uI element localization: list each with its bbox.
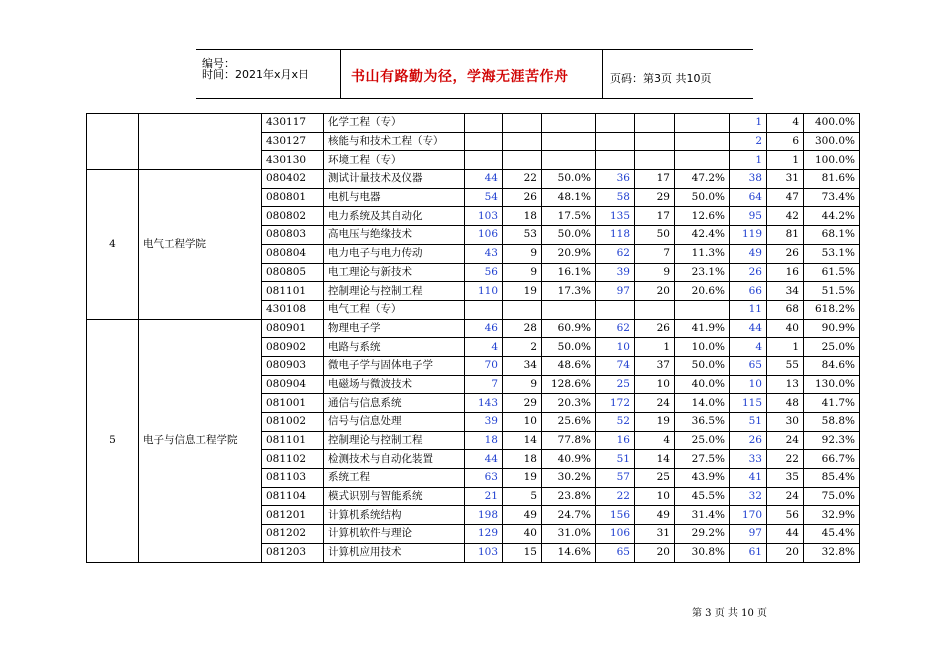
major-code-cell: 080402: [262, 170, 324, 189]
major-code-cell: 081104: [262, 487, 324, 506]
value-cell: 31.0%: [542, 525, 596, 544]
value-cell: 32.8%: [804, 543, 860, 562]
value-cell: 90.9%: [804, 319, 860, 338]
college-name-cell: 电气工程学院: [139, 170, 262, 320]
value-cell: 39: [465, 413, 503, 432]
value-cell: [465, 300, 503, 319]
value-cell: 18: [503, 450, 542, 469]
value-cell: 48: [767, 394, 804, 413]
major-code-cell: 081101: [262, 431, 324, 450]
value-cell: 1: [730, 114, 767, 133]
value-cell: 198: [465, 506, 503, 525]
value-cell: 48.1%: [542, 188, 596, 207]
value-cell: 13: [767, 375, 804, 394]
value-cell: 49: [730, 244, 767, 263]
value-cell: 85.4%: [804, 469, 860, 488]
value-cell: [542, 114, 596, 133]
value-cell: 26: [767, 244, 804, 263]
value-cell: 119: [730, 226, 767, 245]
value-cell: 40: [503, 525, 542, 544]
value-cell: 40: [767, 319, 804, 338]
value-cell: 7: [635, 244, 675, 263]
header-motto: 书山有路勤为径，学海无涯苦作舟: [351, 69, 569, 85]
major-name-cell: 环境工程（专）: [324, 151, 465, 170]
value-cell: 17: [635, 170, 675, 189]
value-cell: 54: [465, 188, 503, 207]
value-cell: 53.1%: [804, 244, 860, 263]
value-cell: 143: [465, 394, 503, 413]
code-label: 编号：: [202, 57, 235, 70]
admission-table: [86, 113, 860, 563]
value-cell: [542, 300, 596, 319]
value-cell: [503, 132, 542, 151]
value-cell: 25: [596, 375, 635, 394]
time-label: 时间：2021年x月x日: [202, 68, 310, 81]
major-name-cell: 电路与系统: [324, 338, 465, 357]
major-name-cell: 微电子学与固体电子学: [324, 356, 465, 375]
major-code-cell: 080804: [262, 244, 324, 263]
value-cell: 30.8%: [675, 543, 730, 562]
value-cell: 47: [767, 188, 804, 207]
value-cell: 103: [465, 543, 503, 562]
value-cell: 25: [635, 469, 675, 488]
value-cell: 18: [503, 207, 542, 226]
major-code-cell: 080803: [262, 226, 324, 245]
value-cell: 30.2%: [542, 469, 596, 488]
value-cell: [675, 132, 730, 151]
value-cell: 92.3%: [804, 431, 860, 450]
value-cell: [635, 151, 675, 170]
major-name-cell: 控制理论与控制工程: [324, 431, 465, 450]
header-divider: [340, 50, 341, 98]
header-page-label: 页码：第3页 共10页: [610, 72, 712, 85]
value-cell: 9: [503, 263, 542, 282]
value-cell: [635, 132, 675, 151]
value-cell: 12.6%: [675, 207, 730, 226]
major-code-cell: 080802: [262, 207, 324, 226]
value-cell: 58: [596, 188, 635, 207]
value-cell: [675, 151, 730, 170]
value-cell: 26: [730, 431, 767, 450]
value-cell: [675, 114, 730, 133]
value-cell: 9: [503, 375, 542, 394]
value-cell: 100.0%: [804, 151, 860, 170]
major-code-cell: 080903: [262, 356, 324, 375]
value-cell: 44: [465, 170, 503, 189]
value-cell: [635, 300, 675, 319]
value-cell: 170: [730, 506, 767, 525]
value-cell: 61.5%: [804, 263, 860, 282]
value-cell: 1: [635, 338, 675, 357]
major-name-cell: 电力电子与电力传动: [324, 244, 465, 263]
value-cell: 25.6%: [542, 413, 596, 432]
value-cell: 10: [503, 413, 542, 432]
value-cell: 42: [767, 207, 804, 226]
value-cell: 70: [465, 356, 503, 375]
value-cell: 18: [465, 431, 503, 450]
major-name-cell: 系统工程: [324, 469, 465, 488]
major-name-cell: 高电压与绝缘技术: [324, 226, 465, 245]
value-cell: 22: [596, 487, 635, 506]
major-name-cell: 模式识别与智能系统: [324, 487, 465, 506]
college-name-cell: [139, 114, 262, 170]
value-cell: 48.6%: [542, 356, 596, 375]
major-code-cell: 430108: [262, 300, 324, 319]
value-cell: 400.0%: [804, 114, 860, 133]
value-cell: 135: [596, 207, 635, 226]
value-cell: 16.1%: [542, 263, 596, 282]
value-cell: [465, 114, 503, 133]
major-name-cell: 物理电子学: [324, 319, 465, 338]
value-cell: 24: [635, 394, 675, 413]
college-name-cell: 电子与信息工程学院: [139, 319, 262, 562]
value-cell: 62: [596, 319, 635, 338]
value-cell: 39: [596, 263, 635, 282]
value-cell: 27.5%: [675, 450, 730, 469]
major-name-cell: 电机与电器: [324, 188, 465, 207]
value-cell: 130.0%: [804, 375, 860, 394]
value-cell: 20.6%: [675, 282, 730, 301]
value-cell: 15: [503, 543, 542, 562]
value-cell: 32.9%: [804, 506, 860, 525]
value-cell: 17: [635, 207, 675, 226]
value-cell: 9: [635, 263, 675, 282]
value-cell: 36: [596, 170, 635, 189]
value-cell: 50.0%: [542, 170, 596, 189]
value-cell: 20: [767, 543, 804, 562]
value-cell: 65: [730, 356, 767, 375]
value-cell: 20.3%: [542, 394, 596, 413]
value-cell: 24.7%: [542, 506, 596, 525]
value-cell: 20.9%: [542, 244, 596, 263]
value-cell: 52: [596, 413, 635, 432]
value-cell: [503, 151, 542, 170]
group-number-cell: 4: [87, 170, 139, 320]
value-cell: [542, 132, 596, 151]
value-cell: 21: [465, 487, 503, 506]
value-cell: 81: [767, 226, 804, 245]
major-name-cell: 计算机软件与理论: [324, 525, 465, 544]
value-cell: 61: [730, 543, 767, 562]
major-name-cell: 核能与和技术工程（专）: [324, 132, 465, 151]
value-cell: 53: [503, 226, 542, 245]
value-cell: 128.6%: [542, 375, 596, 394]
value-cell: 75.0%: [804, 487, 860, 506]
page-footer: 第 3 页 共 10 页: [692, 608, 767, 619]
value-cell: 68: [767, 300, 804, 319]
value-cell: 51: [730, 413, 767, 432]
value-cell: 44.2%: [804, 207, 860, 226]
value-cell: 25.0%: [675, 431, 730, 450]
value-cell: 10: [596, 338, 635, 357]
value-cell: [596, 114, 635, 133]
value-cell: [596, 132, 635, 151]
value-cell: [542, 151, 596, 170]
value-cell: 60.9%: [542, 319, 596, 338]
major-code-cell: 080901: [262, 319, 324, 338]
value-cell: 44: [465, 450, 503, 469]
value-cell: 9: [503, 244, 542, 263]
value-cell: 26: [635, 319, 675, 338]
value-cell: 49: [503, 506, 542, 525]
major-name-cell: 电气工程（专）: [324, 300, 465, 319]
value-cell: 41.9%: [675, 319, 730, 338]
value-cell: 45.5%: [675, 487, 730, 506]
major-code-cell: 430117: [262, 114, 324, 133]
major-name-cell: 计算机系统结构: [324, 506, 465, 525]
value-cell: 30: [767, 413, 804, 432]
value-cell: 110: [465, 282, 503, 301]
major-code-cell: 081203: [262, 543, 324, 562]
value-cell: 46: [465, 319, 503, 338]
value-cell: [635, 114, 675, 133]
value-cell: 25.0%: [804, 338, 860, 357]
table-body: [87, 114, 860, 563]
major-code-cell: 081202: [262, 525, 324, 544]
value-cell: 36.5%: [675, 413, 730, 432]
value-cell: 50.0%: [542, 226, 596, 245]
major-code-cell: 081103: [262, 469, 324, 488]
value-cell: 7: [465, 375, 503, 394]
value-cell: 103: [465, 207, 503, 226]
value-cell: 20: [635, 282, 675, 301]
value-cell: 6: [767, 132, 804, 151]
value-cell: 19: [635, 413, 675, 432]
value-cell: 31: [767, 170, 804, 189]
value-cell: [596, 300, 635, 319]
value-cell: 74: [596, 356, 635, 375]
value-cell: 23.8%: [542, 487, 596, 506]
value-cell: 44: [767, 525, 804, 544]
major-code-cell: 430127: [262, 132, 324, 151]
value-cell: 11.3%: [675, 244, 730, 263]
major-code-cell: 081201: [262, 506, 324, 525]
value-cell: 4: [730, 338, 767, 357]
value-cell: 50.0%: [675, 356, 730, 375]
table-row: [87, 319, 860, 338]
value-cell: 29: [503, 394, 542, 413]
value-cell: 19: [503, 469, 542, 488]
value-cell: 4: [767, 114, 804, 133]
major-code-cell: 080805: [262, 263, 324, 282]
value-cell: 66.7%: [804, 450, 860, 469]
value-cell: 64: [730, 188, 767, 207]
value-cell: 49: [635, 506, 675, 525]
value-cell: 66: [730, 282, 767, 301]
value-cell: [503, 300, 542, 319]
major-name-cell: 检测技术与自动化装置: [324, 450, 465, 469]
value-cell: 106: [596, 525, 635, 544]
value-cell: 300.0%: [804, 132, 860, 151]
table-row: [87, 114, 860, 133]
value-cell: [465, 151, 503, 170]
value-cell: 56: [767, 506, 804, 525]
value-cell: 38: [730, 170, 767, 189]
value-cell: 5: [503, 487, 542, 506]
major-code-cell: 081101: [262, 282, 324, 301]
value-cell: 58.8%: [804, 413, 860, 432]
value-cell: 14.0%: [675, 394, 730, 413]
group-number-cell: [87, 114, 139, 170]
value-cell: 26: [503, 188, 542, 207]
value-cell: 50: [635, 226, 675, 245]
value-cell: 47.2%: [675, 170, 730, 189]
value-cell: 42.4%: [675, 226, 730, 245]
value-cell: 24: [767, 487, 804, 506]
major-name-cell: 电力系统及其自动化: [324, 207, 465, 226]
value-cell: 40.9%: [542, 450, 596, 469]
value-cell: 14: [635, 450, 675, 469]
major-code-cell: 430130: [262, 151, 324, 170]
major-name-cell: 通信与信息系统: [324, 394, 465, 413]
value-cell: 28: [503, 319, 542, 338]
value-cell: 41: [730, 469, 767, 488]
major-code-cell: 081002: [262, 413, 324, 432]
value-cell: 33: [730, 450, 767, 469]
major-code-cell: 080904: [262, 375, 324, 394]
value-cell: 129: [465, 525, 503, 544]
value-cell: 44: [730, 319, 767, 338]
value-cell: 68.1%: [804, 226, 860, 245]
major-code-cell: 081102: [262, 450, 324, 469]
value-cell: [465, 132, 503, 151]
value-cell: 172: [596, 394, 635, 413]
value-cell: 65: [596, 543, 635, 562]
value-cell: 34: [503, 356, 542, 375]
value-cell: 10.0%: [675, 338, 730, 357]
value-cell: 77.8%: [542, 431, 596, 450]
value-cell: 618.2%: [804, 300, 860, 319]
value-cell: 10: [635, 487, 675, 506]
value-cell: 14.6%: [542, 543, 596, 562]
value-cell: 16: [767, 263, 804, 282]
major-name-cell: 计算机应用技术: [324, 543, 465, 562]
value-cell: 19: [503, 282, 542, 301]
value-cell: 34: [767, 282, 804, 301]
table-row: [87, 170, 860, 189]
major-name-cell: 电工理论与新技术: [324, 263, 465, 282]
value-cell: 156: [596, 506, 635, 525]
value-cell: 31.4%: [675, 506, 730, 525]
value-cell: 50.0%: [675, 188, 730, 207]
major-code-cell: 080801: [262, 188, 324, 207]
value-cell: 43.9%: [675, 469, 730, 488]
major-code-cell: 080902: [262, 338, 324, 357]
value-cell: 32: [730, 487, 767, 506]
group-number-cell: 5: [87, 319, 139, 562]
value-cell: 24: [767, 431, 804, 450]
value-cell: 81.6%: [804, 170, 860, 189]
value-cell: 23.1%: [675, 263, 730, 282]
value-cell: 29: [635, 188, 675, 207]
value-cell: 40.0%: [675, 375, 730, 394]
value-cell: 43: [465, 244, 503, 263]
value-cell: 51.5%: [804, 282, 860, 301]
value-cell: 1: [767, 151, 804, 170]
value-cell: 1: [730, 151, 767, 170]
value-cell: 17.3%: [542, 282, 596, 301]
value-cell: 2: [730, 132, 767, 151]
value-cell: [596, 151, 635, 170]
major-code-cell: 081001: [262, 394, 324, 413]
value-cell: 41.7%: [804, 394, 860, 413]
value-cell: 10: [730, 375, 767, 394]
value-cell: 10: [635, 375, 675, 394]
value-cell: 35: [767, 469, 804, 488]
value-cell: 31: [635, 525, 675, 544]
value-cell: 115: [730, 394, 767, 413]
header-info: [196, 50, 340, 98]
value-cell: 29.2%: [675, 525, 730, 544]
value-cell: 50.0%: [542, 338, 596, 357]
value-cell: 22: [767, 450, 804, 469]
value-cell: 11: [730, 300, 767, 319]
value-cell: 1: [767, 338, 804, 357]
value-cell: 17.5%: [542, 207, 596, 226]
value-cell: 95: [730, 207, 767, 226]
value-cell: 20: [635, 543, 675, 562]
header-divider: [602, 50, 603, 98]
value-cell: 73.4%: [804, 188, 860, 207]
page-header: [196, 49, 753, 99]
value-cell: [503, 114, 542, 133]
value-cell: 63: [465, 469, 503, 488]
major-name-cell: 控制理论与控制工程: [324, 282, 465, 301]
major-name-cell: 测试计量技术及仪器: [324, 170, 465, 189]
value-cell: 4: [635, 431, 675, 450]
value-cell: 37: [635, 356, 675, 375]
value-cell: 4: [465, 338, 503, 357]
value-cell: 57: [596, 469, 635, 488]
value-cell: 22: [503, 170, 542, 189]
value-cell: 97: [596, 282, 635, 301]
major-name-cell: 信号与信息处理: [324, 413, 465, 432]
value-cell: 106: [465, 226, 503, 245]
value-cell: 56: [465, 263, 503, 282]
value-cell: 51: [596, 450, 635, 469]
value-cell: 55: [767, 356, 804, 375]
value-cell: 97: [730, 525, 767, 544]
value-cell: [675, 300, 730, 319]
value-cell: 45.4%: [804, 525, 860, 544]
value-cell: 16: [596, 431, 635, 450]
major-name-cell: 电磁场与微波技术: [324, 375, 465, 394]
value-cell: 84.6%: [804, 356, 860, 375]
major-name-cell: 化学工程（专）: [324, 114, 465, 133]
value-cell: 26: [730, 263, 767, 282]
value-cell: 62: [596, 244, 635, 263]
value-cell: 2: [503, 338, 542, 357]
value-cell: 118: [596, 226, 635, 245]
value-cell: 14: [503, 431, 542, 450]
